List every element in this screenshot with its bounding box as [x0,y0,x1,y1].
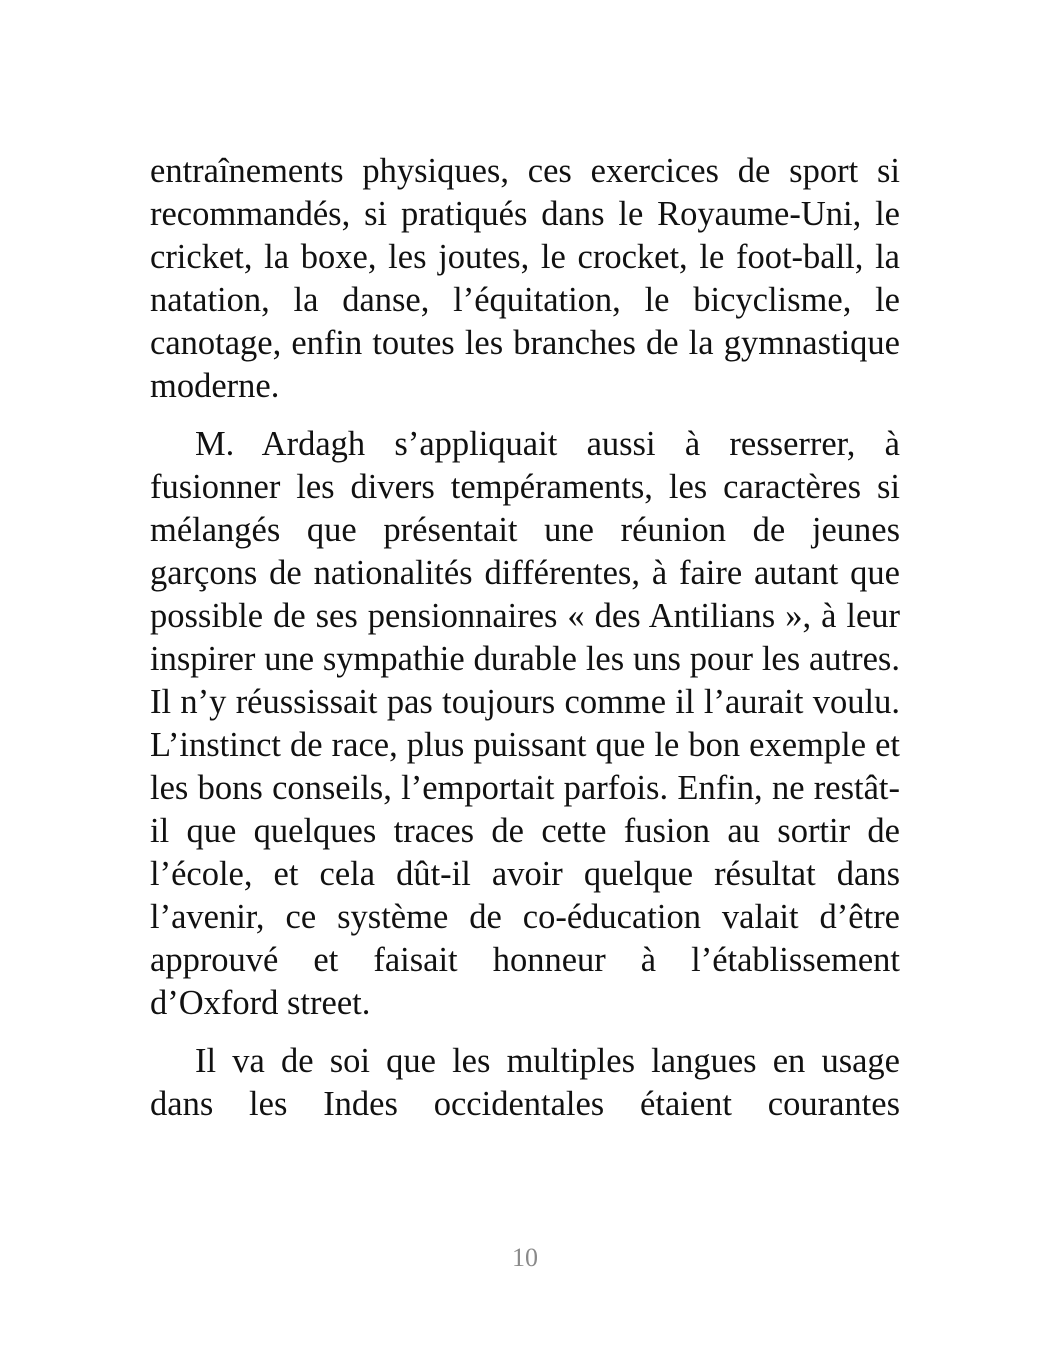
paragraph-languages: Il va de soi que les multiples langues en usage dans les Indes occidentales étaient courantes [150,1042,900,1123]
paragraph-ardagh: M. Ardagh s’appliquait aussi à resserrer, à fusionner les divers tempéraments, les caractères si mélangés que présentait une réunion de jeunes garçons de nationalités différentes, à faire autant que possible de ses pensionnaires « des Antilians », à leur inspirer une sympathie durable les uns pour les autres. Il n’y réussissait pas toujours comme il l’aurait voulu. L’instinct de race, plus puissant que le bon exemple et les bons conseils, l’emportait parfois. Enfin, ne restât-il que quelques traces de cette fusion au sortir de l’école, et cela dût-il avoir quelque résultat dans l’avenir, ce système de co-éducation valait d’être approuvé et faisait honneur à l’établissement d’Oxford street. [150,425,900,1022]
paragraph-continued: entraînements physiques, ces exercices de sport si recommandés, si pratiqués dans le Royaume-Uni, le cricket, la boxe, les joutes, le crocket, le foot-ball, la natation, la danse, l’équitation, le bicyclisme, le canotage, enfin toutes les branches de la gymnastique moderne. [150,152,900,405]
page-number: 10 [512,1243,538,1272]
body-text [150,150,900,1141]
